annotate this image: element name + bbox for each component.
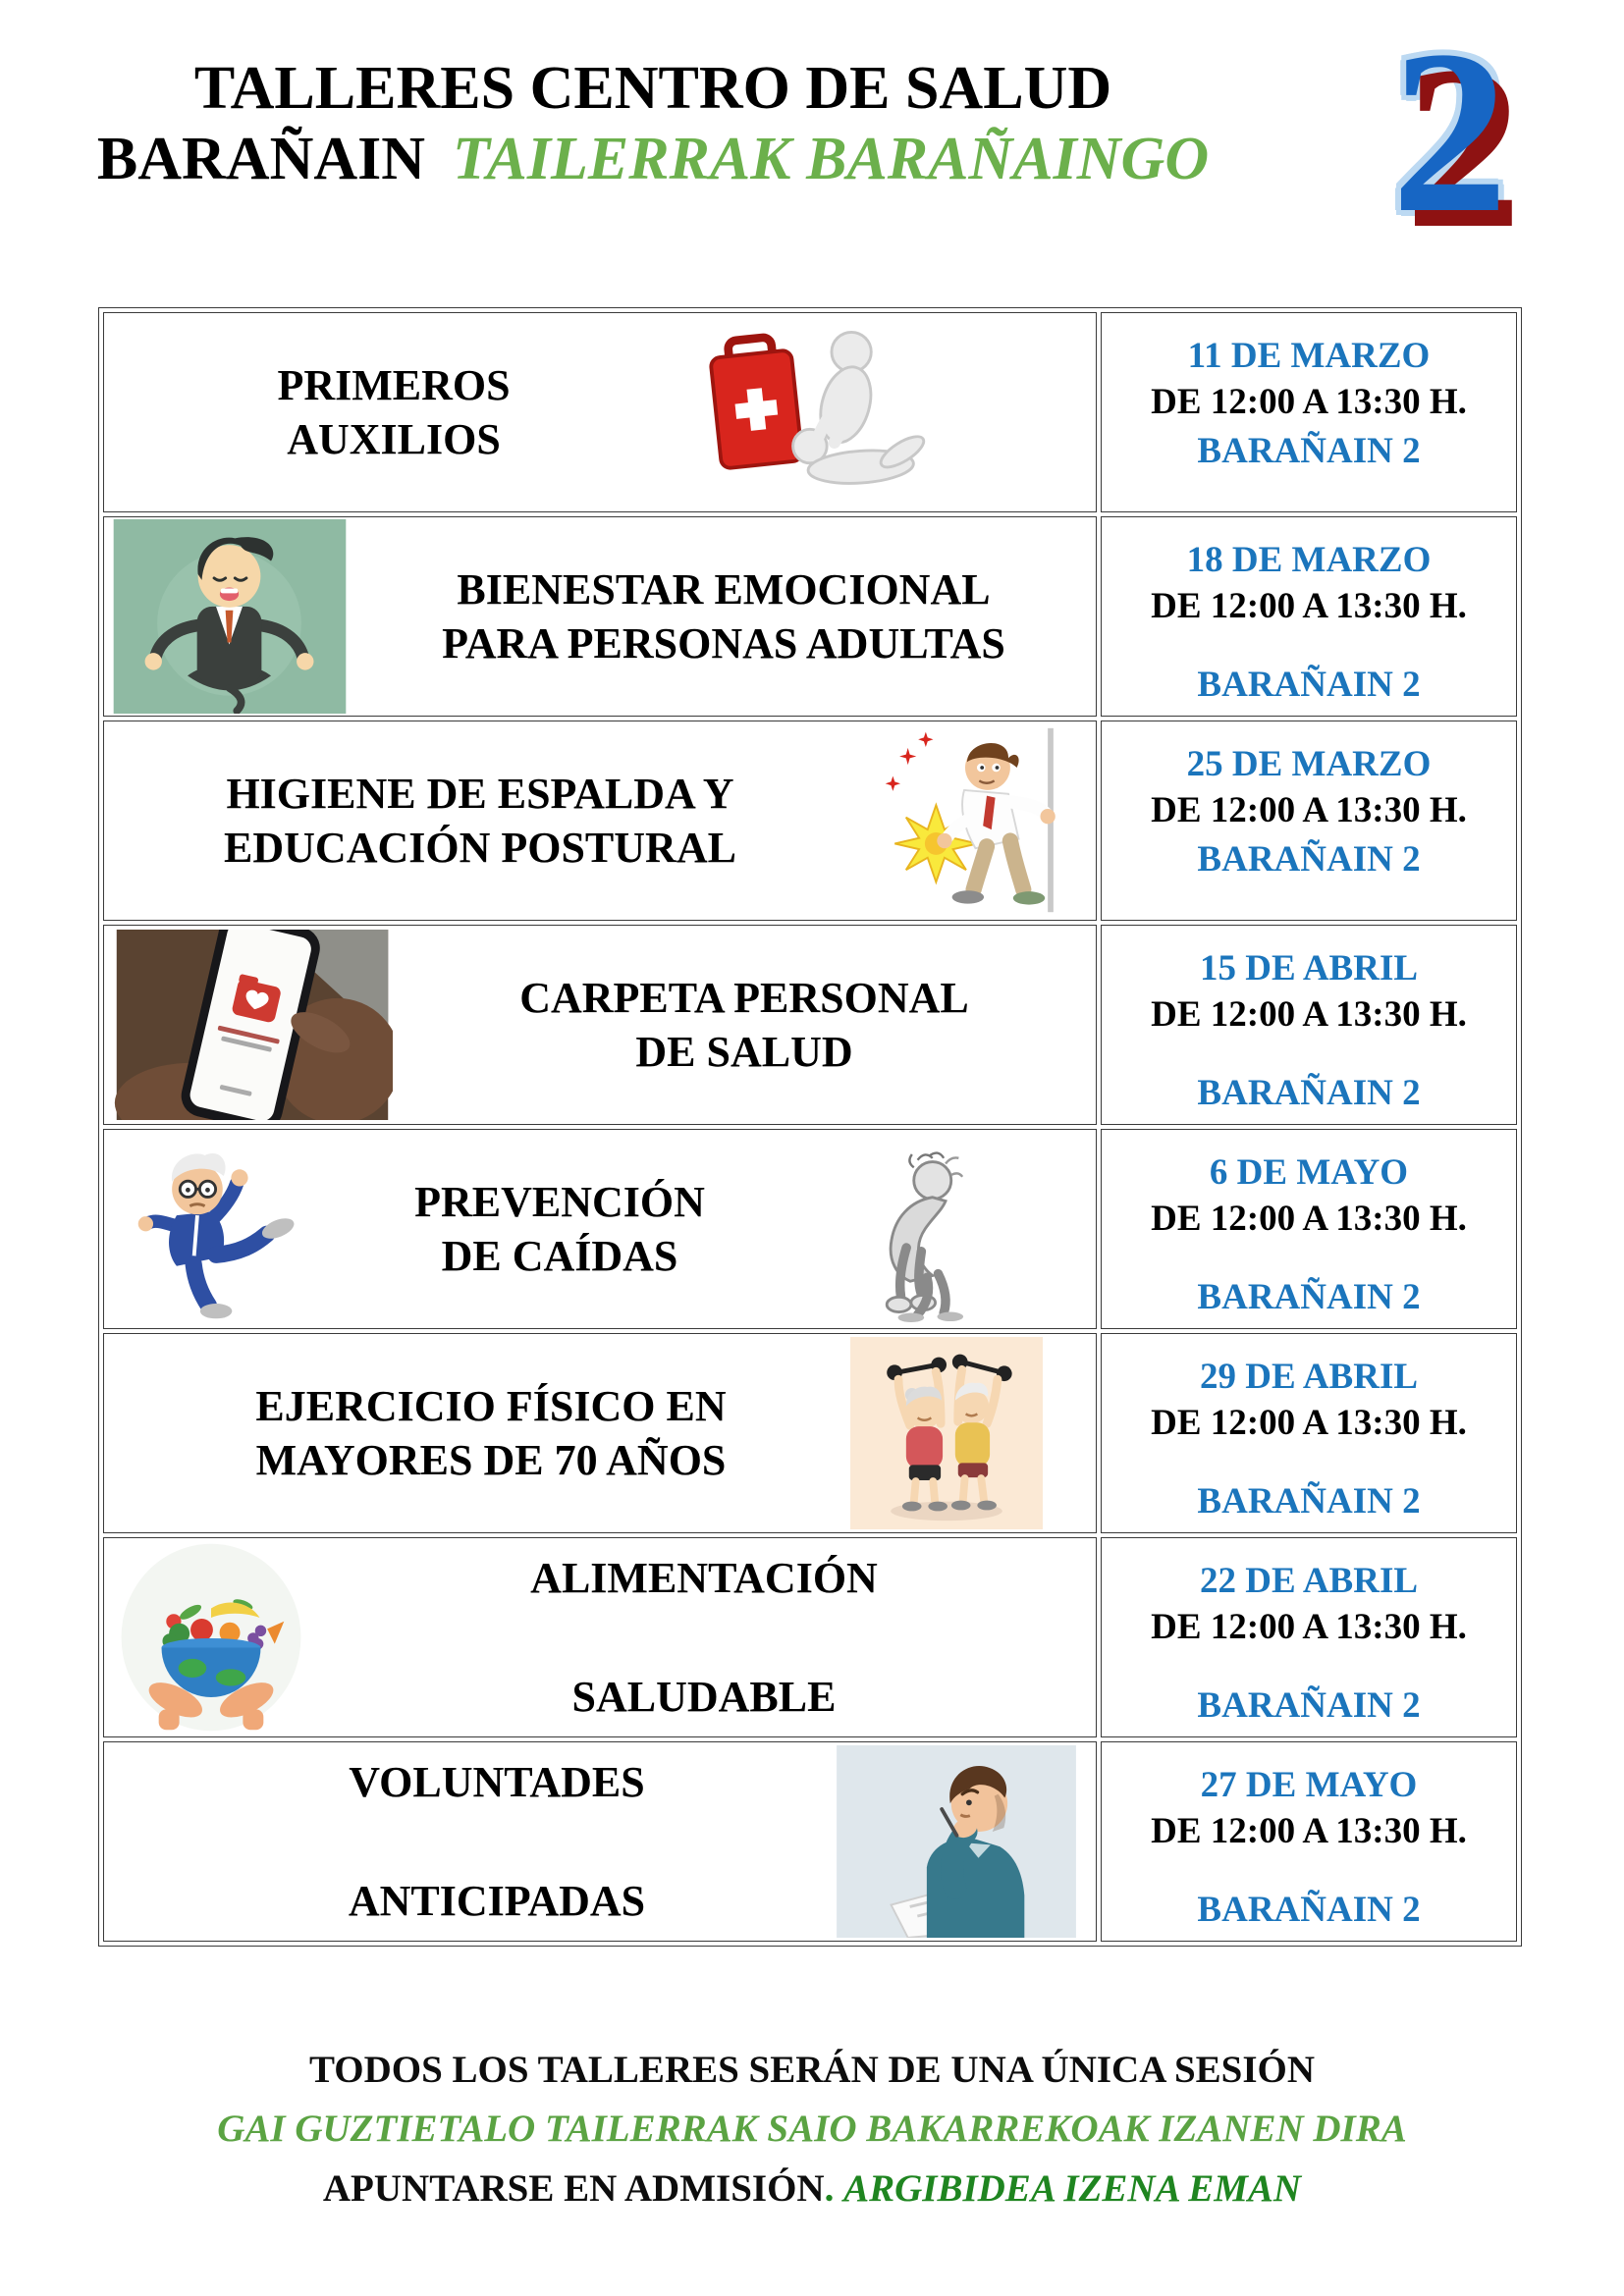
healthy-food-bowl-illustration (110, 1539, 312, 1735)
workshop-name: HIGIENE DE ESPALDA Y EDUCACIÓN POSTURAL (224, 770, 736, 872)
badge-number-2: 2 (1391, 3, 1508, 261)
table-row (103, 1741, 1517, 1942)
workshop-name: PREVENCIÓN DE CAÍDAS (414, 1178, 705, 1280)
footer-line3-separator: . (824, 2166, 844, 2210)
poster-header (0, 0, 1624, 261)
poster-title (0, 54, 1306, 195)
workshop-date: 29 DE ABRIL (1199, 1357, 1419, 1397)
workshop-time: DE 12:00 A 13:30 H. (1151, 382, 1467, 423)
workshop-time: DE 12:00 A 13:30 H. (1151, 1403, 1467, 1444)
workshop-date: 25 DE MARZO (1186, 744, 1432, 784)
workshop-time: DE 12:00 A 13:30 H. (1151, 586, 1467, 627)
workshop-name: EJERCICIO FÍSICO EN MAYORES DE 70 AÑOS (255, 1382, 727, 1484)
workshop-date: 27 DE MAYO (1200, 1765, 1418, 1805)
workshop-location: BARAÑAIN 2 (1197, 1276, 1421, 1317)
workshop-schedule-table (98, 307, 1522, 1947)
footer-line3-black: APUNTARSE EN ADMISIÓN (322, 2166, 825, 2210)
workshop-time: DE 12:00 A 13:30 H. (1151, 1199, 1467, 1240)
title-line2 (0, 125, 1306, 195)
workshop-name: BIENESTAR EMOCIONAL PARA PERSONAS ADULTAS (442, 565, 1005, 667)
health-app-phone-illustration (112, 930, 393, 1120)
workshop-date: 15 DE ABRIL (1199, 948, 1419, 988)
workshop-time: DE 12:00 A 13:30 H. (1151, 994, 1467, 1036)
workshop-location: BARAÑAIN 2 (1197, 1072, 1421, 1113)
table-row (103, 925, 1517, 1125)
workshop-location: BARAÑAIN 2 (1197, 430, 1421, 471)
workshop-location: BARAÑAIN 2 (1197, 1480, 1421, 1522)
workshop-date: 6 DE MAYO (1209, 1152, 1409, 1193)
meditating-man-illustration (108, 519, 352, 714)
workshop-name: PRIMEROS AUXILIOS (277, 361, 511, 463)
workshop-date: 11 DE MARZO (1187, 336, 1431, 376)
workshop-date: 22 DE ABRIL (1199, 1561, 1419, 1601)
stooped-person-illustration (813, 1136, 1005, 1322)
table-row (103, 516, 1517, 717)
workshop-name: ALIMENTACIÓN SALUDABLE (530, 1554, 878, 1721)
workshop-name: VOLUNTADES ANTICIPADAS (348, 1758, 646, 1925)
footer-line1: TODOS LOS TALLERES SERÁN DE UNA ÚNICA SESIÓN (308, 2049, 1316, 2091)
workshop-time: DE 12:00 A 13:30 H. (1151, 1607, 1467, 1648)
table-row (103, 721, 1517, 921)
table-row (103, 1129, 1517, 1329)
seniors-exercising-illustration (848, 1337, 1045, 1529)
thinking-man-illustration (831, 1745, 1082, 1938)
workshop-location: BARAÑAIN 2 (1197, 838, 1421, 880)
workshop-location: BARAÑAIN 2 (1197, 1889, 1421, 1930)
footer-line2: GAI GUZTIETALO TAILERRAK SAIO BAKARREKOAK IZANEN DIRA (217, 2108, 1407, 2151)
workshop-date: 18 DE MARZO (1186, 540, 1432, 580)
title-line1: TALLERES CENTRO DE SALUD (193, 55, 1112, 122)
table-row (103, 1333, 1517, 1533)
table-row (103, 1537, 1517, 1737)
workshop-location: BARAÑAIN 2 (1197, 664, 1421, 705)
footer-line3-green: ARGIBIDEA IZENA EMAN (843, 2166, 1302, 2210)
workshop-time: DE 12:00 A 13:30 H. (1151, 1811, 1467, 1852)
first-aid-cpr-illustration (683, 318, 931, 507)
poster-footer (0, 2041, 1624, 2218)
workshop-name: CARPETA PERSONAL DE SALUD (519, 974, 969, 1076)
workshop-time: DE 12:00 A 13:30 H. (1151, 790, 1467, 831)
table-row (103, 312, 1517, 512)
footer-line3 (0, 2160, 1624, 2218)
workshop-location: BARAÑAIN 2 (1197, 1684, 1421, 1726)
back-pain-man-illustration (831, 724, 1078, 917)
title-line2-green: TAILERRAK BARAÑAINGO (453, 125, 1210, 192)
falling-elderly-illustration (108, 1133, 306, 1325)
title-line2-black: BARAÑAIN (96, 125, 426, 192)
